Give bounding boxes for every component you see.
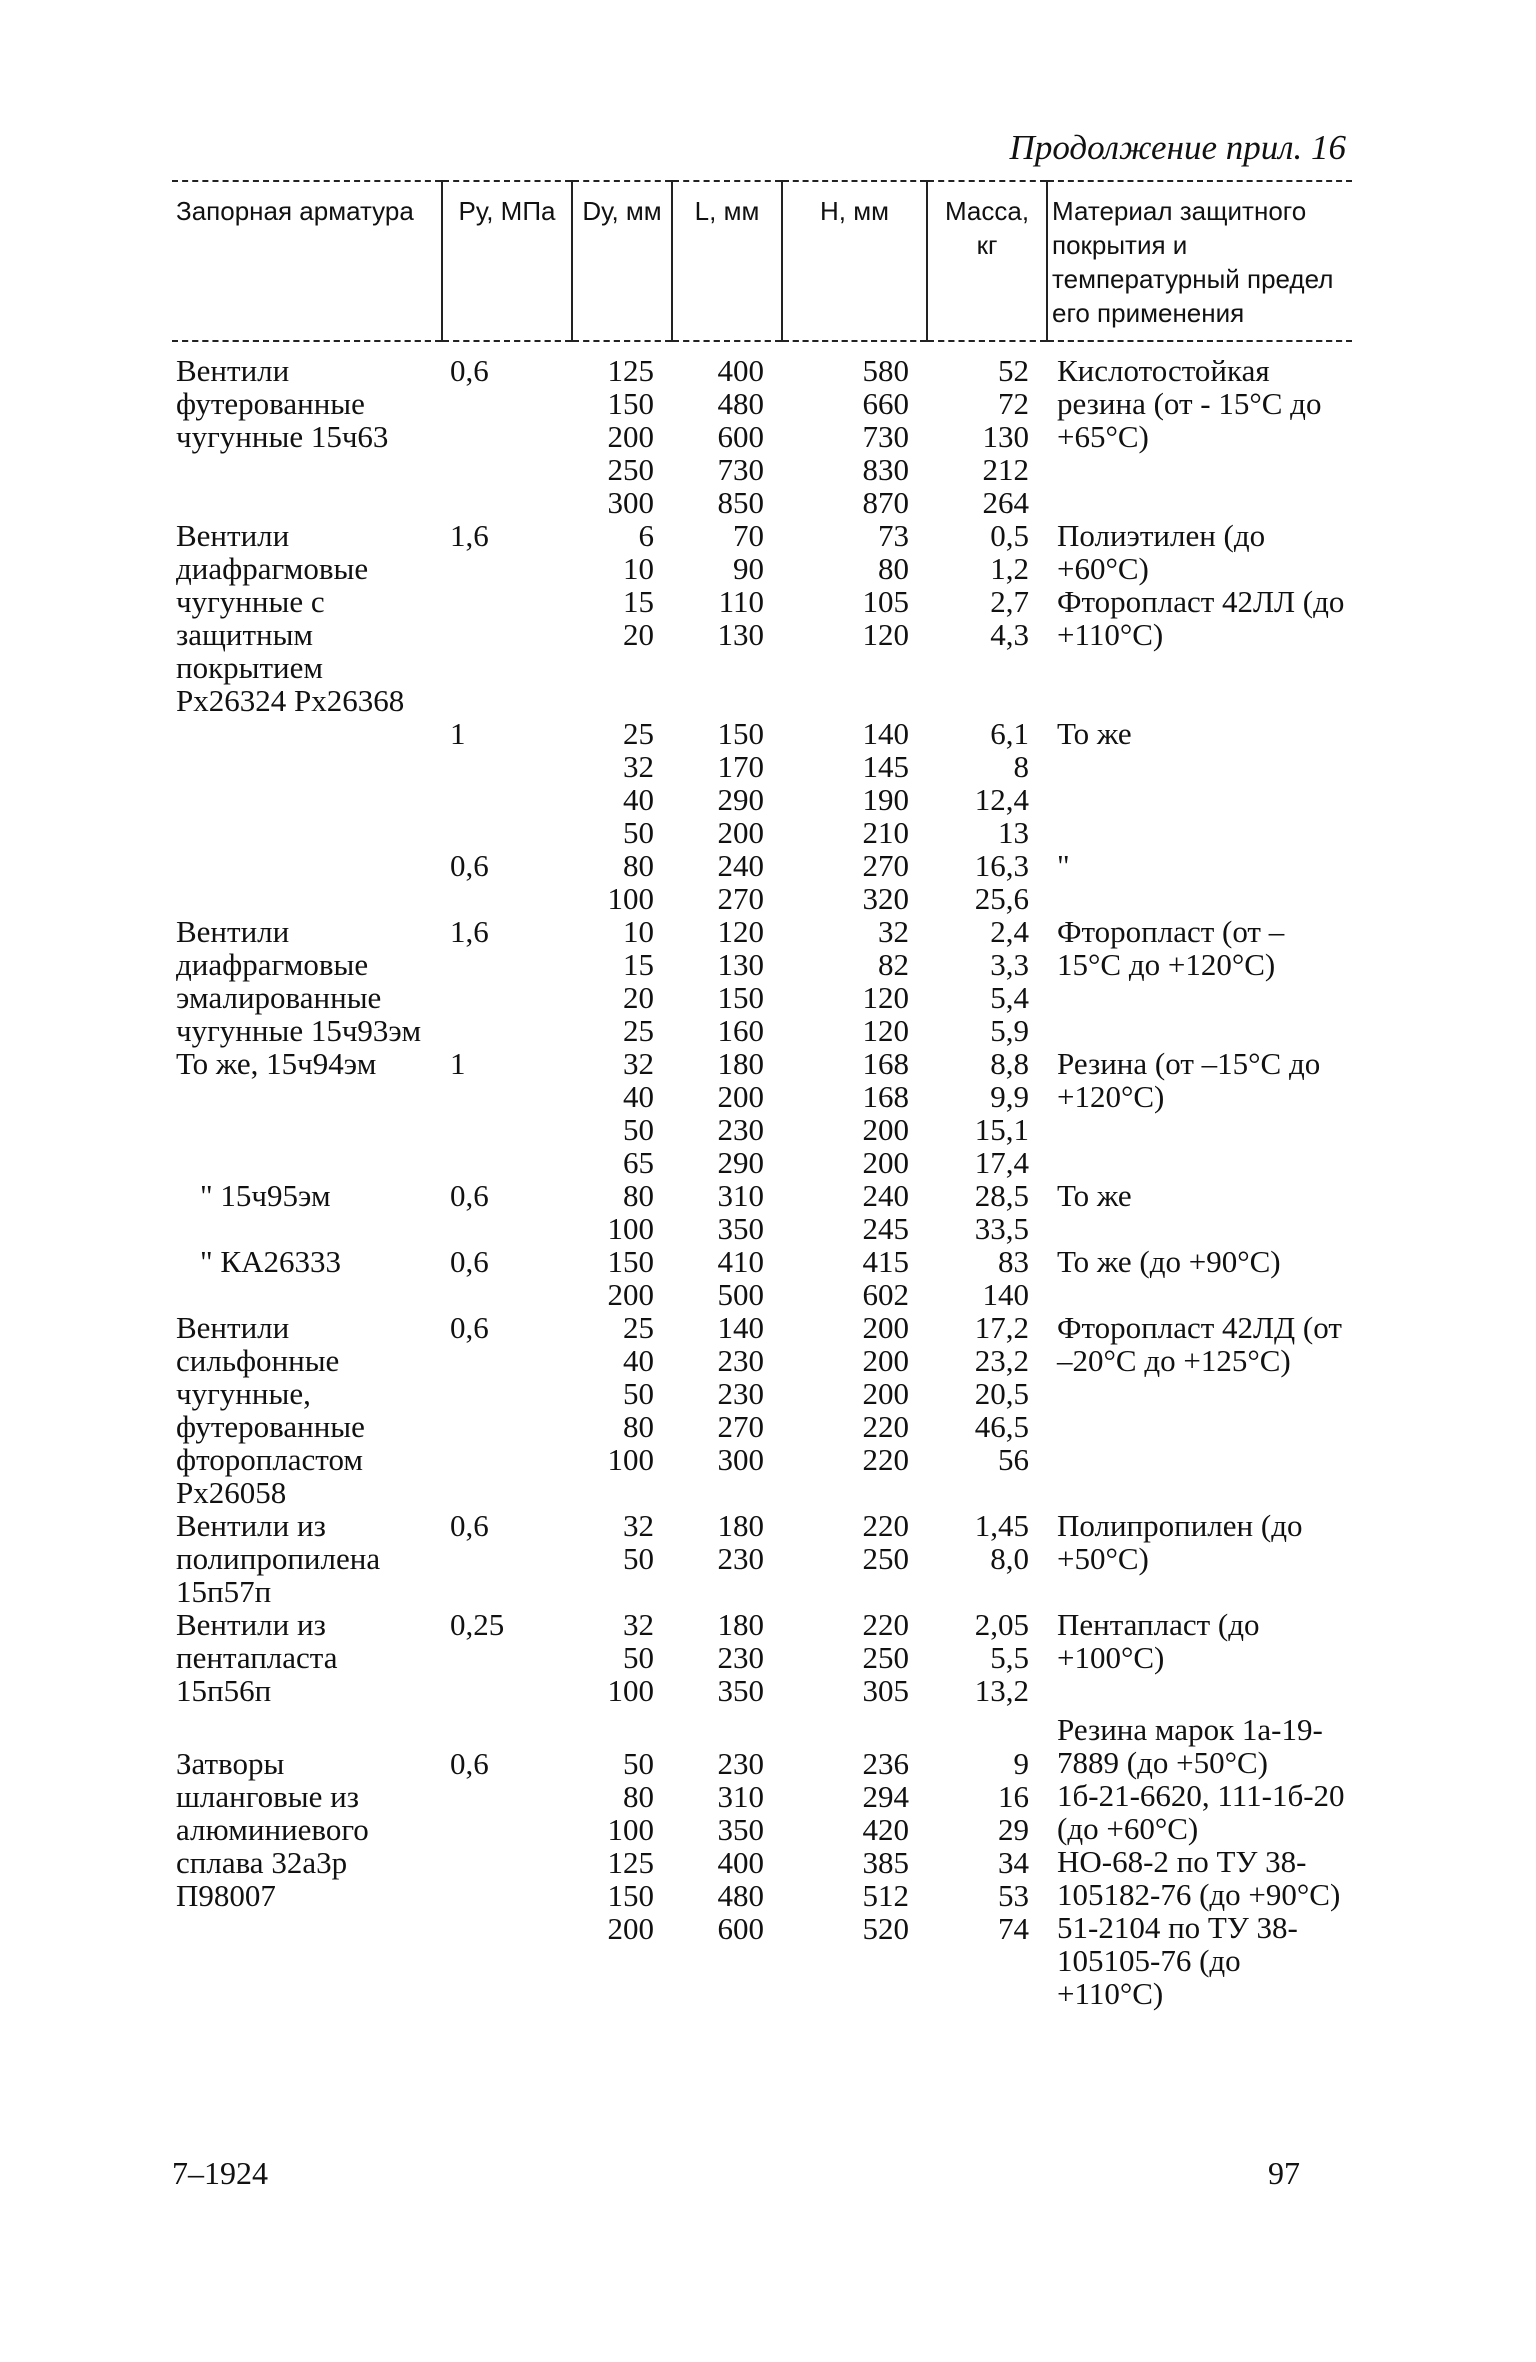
pressure-value: 1 [450,1046,466,1081]
material-text: " [1057,848,1070,883]
footer-code: 7–1924 [172,2155,268,2191]
valve-table [172,180,1352,2010]
diameter-values: 25 40 50 80 100 [607,1310,654,1477]
mass-values: 16,3 25,6 [974,848,1029,916]
length-values: 70 90 110 130 [717,518,764,652]
length-values: 180 200 230 290 [717,1046,764,1180]
mass-values: 6,1 8 12,4 13 [974,716,1029,850]
height-values: 240 245 [862,1178,909,1246]
height-values: 270 320 [862,848,909,916]
length-values: 310 350 [717,1178,764,1246]
table-row [172,1707,1352,2010]
valve-name: " КА26333 [200,1244,341,1279]
valve-name: Вентили диафрагмовые эмалированные чугунные 15ч93эм [176,914,422,1048]
material-text: Резина марок 1а-19-7889 (до +50°С) 1б-21-6620, 111-1б-20 (до +60°С) НО-68-2 по ТУ 38-105182-76 (до +90°С) 51-2104 по ТУ 38-105105-76 (до +110°С) [1057,1712,1345,2011]
table-row [172,519,1352,717]
table-row [172,1509,1352,1608]
valve-name [172,717,442,849]
height-values: 220 250 305 [862,1607,909,1708]
col-header-length: L, мм [672,181,782,341]
length-values: 180 230 350 [717,1607,764,1708]
mass-values: 1,45 8,0 [974,1508,1029,1576]
table-row [172,1245,1352,1311]
mass-values: 17,2 23,2 20,5 46,5 56 [974,1310,1029,1477]
height-values: 220 250 [862,1508,909,1576]
diameter-values: 32 50 [623,1508,654,1576]
height-values: 580 660 730 830 870 [862,353,909,520]
page-number: 97 [1268,2155,1300,2191]
pressure-value: 0,6 [450,353,489,388]
valve-name: Вентили диафрагмовые чугунные с защитным покрытием Рх26324 Рх26368 [176,518,405,718]
mass-values: 28,5 33,5 [974,1178,1029,1246]
material-text: Резина (от –15°С до +120°С) [1057,1046,1321,1114]
valve-name: " 15ч95эм [200,1178,331,1213]
col-header-height: H, мм [782,181,927,341]
diameter-values: 32 50 100 [607,1607,654,1708]
pressure-value: 0,6 [450,1310,489,1345]
length-values: 180 230 [717,1508,764,1576]
diameter-values: 50 80 100 125 150 200 [607,1746,654,1946]
height-values: 236 294 420 385 512 520 [862,1746,909,1946]
length-values: 400 480 600 730 850 [717,353,764,520]
height-values: 140 145 190 210 [862,716,909,850]
length-values: 230 310 350 400 480 600 [717,1746,764,1946]
table-row [172,915,1352,1047]
table-row [172,849,1352,915]
col-header-pressure: Pу, МПа [442,181,572,341]
material-text: Полипропилен (до +50°С) [1057,1508,1303,1576]
table-header-row [172,181,1352,341]
material-text: Фторопласт (от –15°С до +120°С) [1057,914,1285,982]
height-values: 32 82 120 120 [862,914,909,1048]
valve-name [172,849,442,915]
valve-name: Вентили из пентапласта 15п56п [176,1607,338,1708]
material-text: То же [1057,1178,1132,1213]
material-text: Пентапласт (до +100°С) [1057,1607,1260,1675]
diameter-values: 150 200 [607,1244,654,1312]
continuation-title: Продолжение прил. 16 [1009,128,1346,167]
material-text: То же [1057,716,1132,751]
diameter-values: 80 100 [607,1178,654,1246]
diameter-values: 80 100 [607,848,654,916]
table-row [172,1311,1352,1509]
length-values: 140 230 230 270 300 [717,1310,764,1477]
pressure-value: 1,6 [450,518,489,553]
diameter-values: 32 40 50 65 [623,1046,654,1180]
diameter-values: 10 15 20 25 [623,914,654,1048]
mass-values: 0,5 1,2 2,7 4,3 [990,518,1029,652]
col-header-diameter: Dу, мм [572,181,672,341]
col-header-valve: Запорная арматура [172,181,442,341]
pressure-value: 0,25 [450,1607,505,1642]
material-text: Полиэтилен (до +60°С) Фторопласт 42ЛЛ (до +110°С) [1057,518,1345,652]
mass-values: 2,4 3,3 5,4 5,9 [990,914,1029,1048]
pressure-value: 0,6 [450,1244,489,1279]
height-values: 415 602 [862,1244,909,1312]
height-values: 73 80 105 120 [862,518,909,652]
mass-values: 83 140 [982,1244,1029,1312]
col-header-mass: Масса, кг [927,181,1047,341]
table-row [172,1608,1352,1707]
diameter-values: 25 32 40 50 [623,716,654,850]
pressure-value: 0,6 [450,1508,489,1543]
table-row [172,717,1352,849]
length-values: 240 270 [717,848,764,916]
material-text: Фторопласт 42ЛД (от –20°С до +125°С) [1057,1310,1342,1378]
length-values: 150 170 290 200 [717,716,764,850]
table-row [172,1047,1352,1179]
valve-name: Вентили футерованные чугунные 15ч63 [176,353,389,454]
mass-values: 52 72 130 212 264 [982,353,1029,520]
mass-values: 9 16 29 34 53 74 [998,1746,1029,1946]
col-header-material: Материал защитного покрытия и температурный предел его применения [1047,181,1352,341]
diameter-values: 6 10 15 20 [623,518,654,652]
valve-name: Затворы шланговые из алюминиевого сплава 32а3р П98007 [176,1746,369,1913]
valve-name: То же, 15ч94эм [176,1046,377,1081]
material-text: Кислотостойкая резина (от - 15°С до +65°С) [1057,353,1322,454]
table-row [172,1179,1352,1245]
diameter-values: 125 150 200 250 300 [607,353,654,520]
mass-values: 2,05 5,5 13,2 [974,1607,1029,1708]
pressure-value: 1 [450,716,466,751]
pressure-value: 0,6 [450,1178,489,1213]
length-values: 410 500 [717,1244,764,1312]
valve-name: Вентили сильфонные чугунные, футерованные фторопластом Рх26058 [176,1310,365,1510]
pressure-value: 0,6 [450,1746,489,1781]
height-values: 168 168 200 200 [862,1046,909,1180]
pressure-value: 0,6 [450,848,489,883]
pressure-value: 1,6 [450,914,489,949]
valve-name: Вентили из полипропилена 15п57п [176,1508,381,1609]
height-values: 200 200 200 220 220 [862,1310,909,1477]
material-text: То же (до +90°С) [1057,1244,1281,1279]
length-values: 120 130 150 160 [717,914,764,1048]
table-row [172,341,1352,519]
mass-values: 8,8 9,9 15,1 17,4 [974,1046,1029,1180]
